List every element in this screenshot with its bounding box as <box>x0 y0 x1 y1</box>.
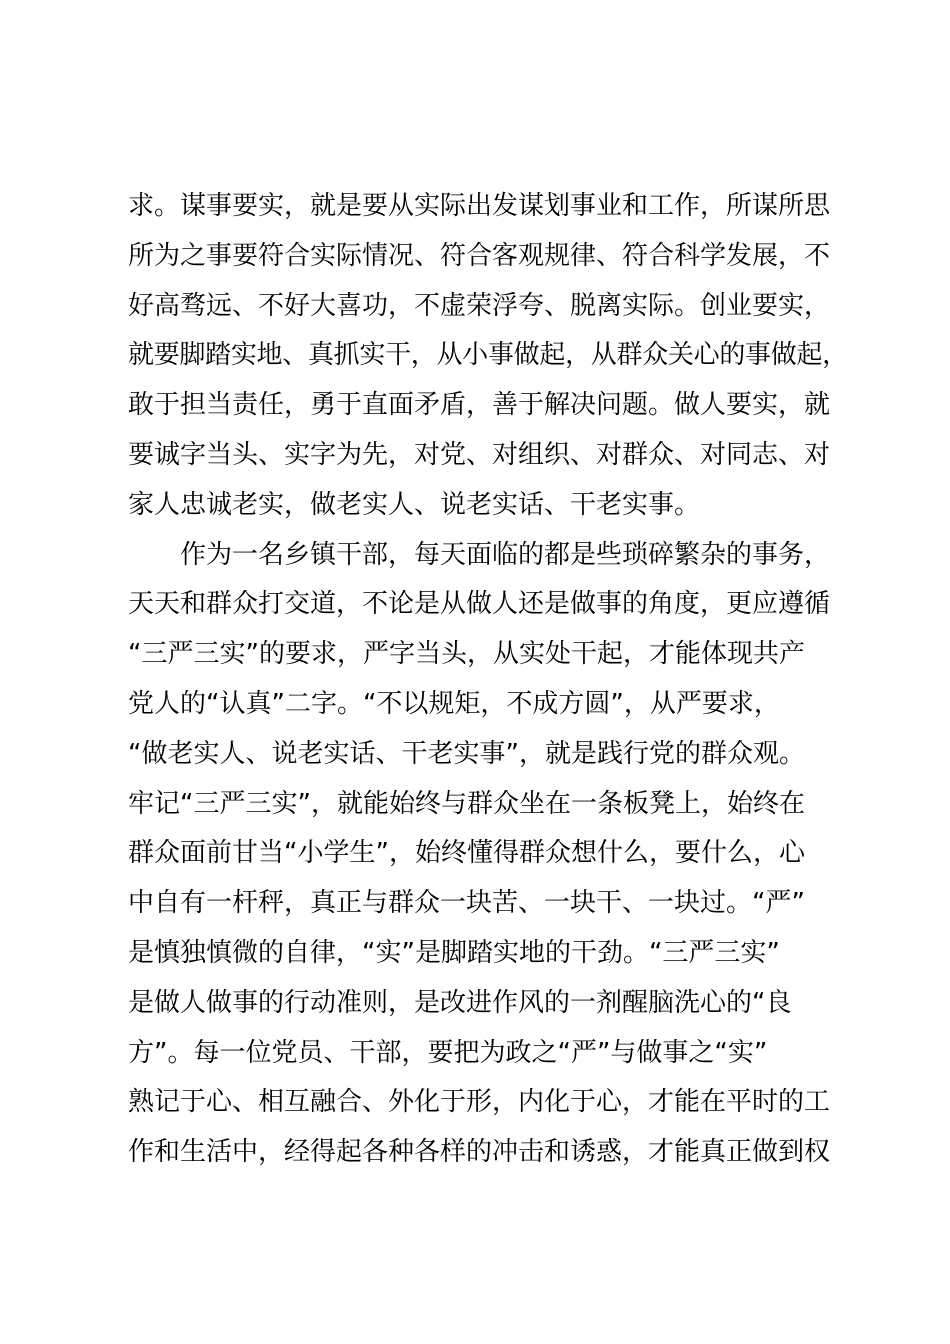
text-line: 作为一名乡镇干部，每天面临的都是些琐碎繁杂的事务， <box>180 539 831 570</box>
text-line: 天天和群众打交道，不论是从做人还是做事的角度，更应遵循 <box>128 589 831 620</box>
text-line: 中自有一杆秤，真正与群众一块苦、一块干、一块过。“严” <box>128 888 805 919</box>
text-line: “做老实人、说老实话、干老实事”，就是践行党的群众观。 <box>128 738 805 769</box>
text-line: 是做人做事的行动准则，是改进作风的一剂醒脑洗心的“良 <box>128 987 792 1018</box>
text-line: 方”。每一位党员、干部，要把为政之“严”与做事之“实” <box>128 1037 768 1068</box>
text-line: 牢记“三严三实”，就能始终与群众坐在一条板凳上，始终在 <box>128 788 805 819</box>
paragraph-township-cadre <box>128 531 848 1178</box>
text-line: 所为之事要符合实际情况、符合客观规律、符合科学发展，不 <box>128 240 831 271</box>
text-line: 好高骛远、不好大喜功，不虚荣浮夸、脱离实际。创业要实， <box>128 290 831 321</box>
text-line: 是慎独慎微的自律，“实”是脚踏实地的干劲。“三严三实” <box>128 937 780 968</box>
text-line: 党人的“认真”二字。“不以规矩，不成方圆”，从严要求， <box>128 688 780 719</box>
text-line: 作和生活中，经得起各种各样的冲击和诱惑，才能真正做到权 <box>128 1137 831 1168</box>
text-line: “三严三实”的要求，严字当头，从实处干起，才能体现共产 <box>128 639 805 670</box>
text-line: 敢于担当责任，勇于直面矛盾，善于解决问题。做人要实，就 <box>128 390 831 421</box>
text-line: 熟记于心、相互融合、外化于形，内化于心，才能在平时的工 <box>128 1087 831 1118</box>
paragraph-continuation <box>128 182 848 531</box>
text-line: 要诚字当头、实字为先，对党、对组织、对群众、对同志、对 <box>128 439 831 470</box>
text-line: 群众面前甘当“小学生”，始终懂得群众想什么，要什么，心 <box>128 838 805 869</box>
text-line: 家人忠诚老实，做老实人、说老实话、干老实事。 <box>128 489 701 520</box>
text-line: 就要脚踏实地、真抓实干，从小事做起，从群众关心的事做起， <box>128 340 848 371</box>
body-text <box>128 182 848 1178</box>
text-line: 求。谋事要实，就是要从实际出发谋划事业和工作，所谋所思 <box>128 191 831 221</box>
